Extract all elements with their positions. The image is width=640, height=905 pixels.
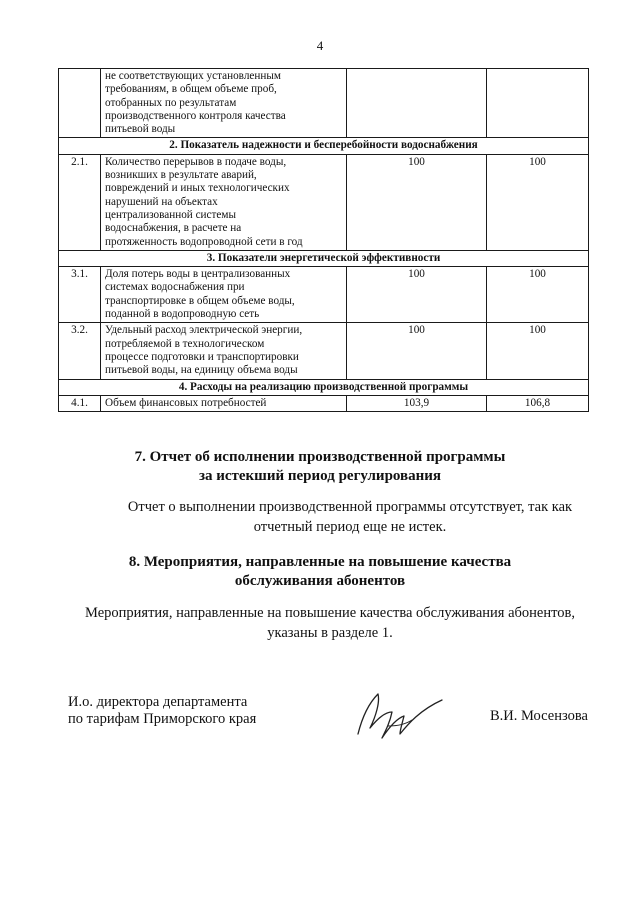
plan-value: 100 <box>347 267 487 323</box>
section-8-text-line: Мероприятия, направленные на повышение качества обслуживания абонентов, <box>85 605 575 621</box>
section-title: 4. Расходы на реализацию производственной программы <box>59 379 589 395</box>
description-line: поданной в водопроводную сеть <box>105 308 260 321</box>
table-row <box>59 267 589 323</box>
indicator-number: 2.1. <box>59 154 101 250</box>
plan-value: 100 <box>347 154 487 250</box>
signatory-position-line: по тарифам Приморского края <box>68 711 257 727</box>
indicator-description <box>101 69 347 138</box>
plan-value: 103,9 <box>347 395 487 411</box>
section-title: 2. Показатель надежности и бесперебойности водоснабжения <box>59 138 589 154</box>
indicator-description <box>101 154 347 250</box>
section-title: 3. Показатели энергетической эффективности <box>59 250 589 266</box>
description-line: системах водоснабжения при <box>105 281 245 294</box>
section-8-title-line: 8. Мероприятия, направленные на повышение качества <box>128 554 512 570</box>
description-line: транспортировке в общем объеме воды, <box>105 294 295 307</box>
section-8-title-line: обслуживания абонентов <box>234 573 406 589</box>
section-7-text-line: отчетный период еще не истек. <box>253 519 447 535</box>
actual-value: 100 <box>487 323 589 379</box>
plan-value: 100 <box>347 323 487 379</box>
section-8-text <box>60 603 600 643</box>
page-number: 4 <box>316 38 324 53</box>
plan-value <box>347 69 487 138</box>
description-line: требованиям, в общем объеме проб, <box>105 83 277 96</box>
table-row <box>59 69 589 138</box>
description-line: отобранных по результатам <box>105 96 237 109</box>
section-7-text-line: Отчет о выполнении производственной программы отсутствует, так как <box>127 499 573 515</box>
section-8-title <box>0 553 640 591</box>
handwritten-signature <box>348 682 448 744</box>
indicator-number: 3.2. <box>59 323 101 379</box>
description-line: питьевой воды, на единицу объема воды <box>105 364 298 377</box>
section-7-text <box>90 497 610 537</box>
indicators-table-body <box>59 69 589 412</box>
indicator-description <box>101 395 347 411</box>
signatory-position-line: И.о. директора департамента <box>68 694 248 710</box>
description-line: централизованной системы <box>105 208 236 221</box>
description-line: возникших в результате аварий, <box>105 169 257 182</box>
section-7-title <box>0 448 640 486</box>
actual-value: 100 <box>487 154 589 250</box>
description-line: Объем финансовых потребностей <box>105 396 267 409</box>
section-7-title-line: за истекший период регулирования <box>198 468 442 484</box>
section-header-row <box>59 250 589 266</box>
table-row <box>59 154 589 250</box>
actual-value: 100 <box>487 267 589 323</box>
indicator-number: 3.1. <box>59 267 101 323</box>
description-line: потребляемой в технологическом <box>105 337 265 350</box>
description-line: питьевой воды <box>105 123 176 136</box>
indicator-description <box>101 267 347 323</box>
section-header-row <box>59 379 589 395</box>
actual-value <box>487 69 589 138</box>
section-7-title-line: 7. Отчет об исполнении производственной программы <box>134 449 506 465</box>
indicators-table <box>58 68 589 412</box>
description-line: водоснабжения, в расчете на <box>105 222 242 235</box>
description-line: Удельный расход электрической энергии, <box>105 324 303 337</box>
description-line: протяженность водопроводной сети в год <box>105 235 303 248</box>
description-line: повреждений и иных технологических <box>105 182 290 195</box>
section-8-text-line: указаны в разделе 1. <box>267 625 393 641</box>
description-line: производственного контроля качества <box>105 109 286 122</box>
table-row <box>59 395 589 411</box>
description-line: Доля потерь воды в централизованных <box>105 268 291 281</box>
actual-value: 106,8 <box>487 395 589 411</box>
indicator-number <box>59 69 101 138</box>
indicator-description <box>101 323 347 379</box>
description-line: не соответствующих установленным <box>105 70 281 82</box>
indicator-number: 4.1. <box>59 395 101 411</box>
description-line: нарушений на объектах <box>105 195 218 208</box>
signatory-name: В.И. Мосензова <box>490 708 588 724</box>
description-line: Количество перерывов в подаче воды, <box>105 155 287 168</box>
table-row <box>59 323 589 379</box>
section-header-row <box>59 138 589 154</box>
description-line: процессе подготовки и транспортировки <box>105 350 299 363</box>
signatory-position <box>68 694 256 728</box>
